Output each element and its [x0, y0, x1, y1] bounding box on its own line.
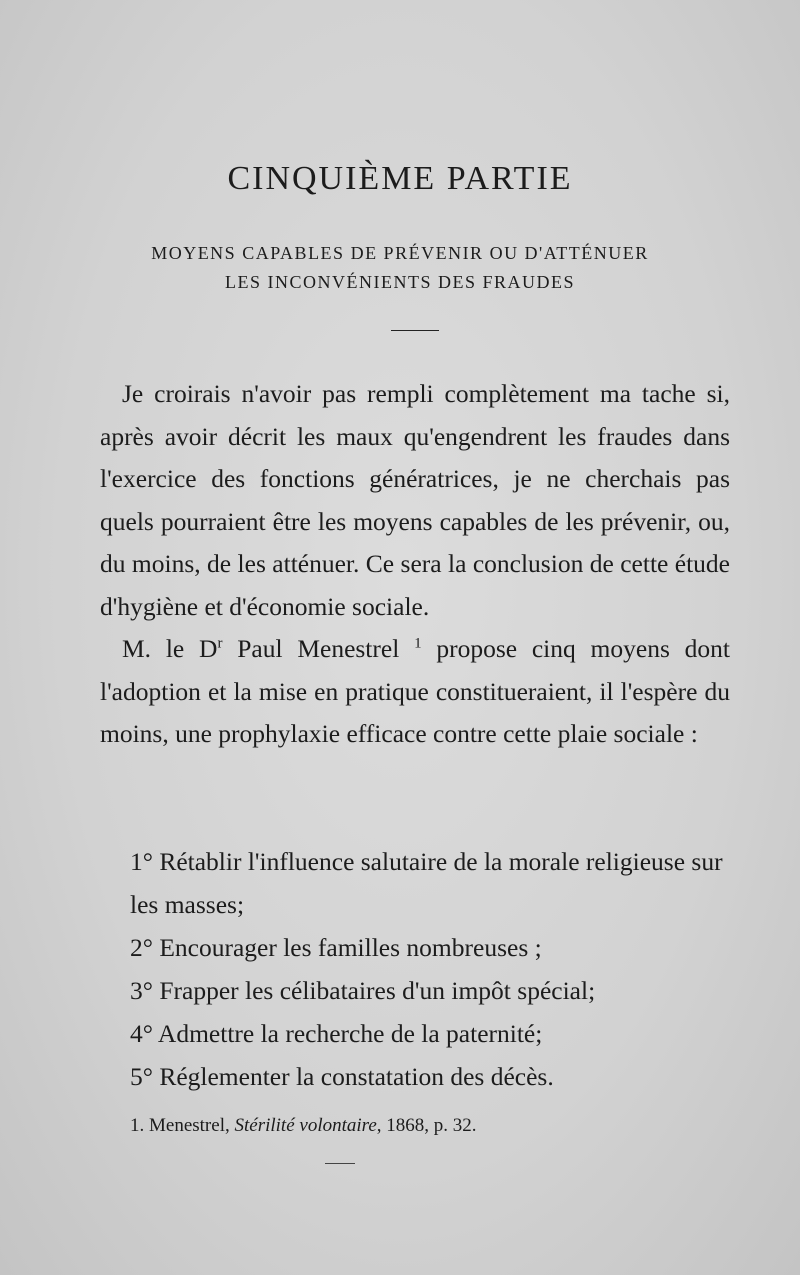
- list-item: 1° Rétablir l'influence salutaire de la morale religieuse sur les masses;: [130, 847, 723, 919]
- paragraph-menestrel: [100, 628, 730, 756]
- list-item: 4° Admettre la recherche de la paternité;: [130, 1019, 543, 1048]
- title-divider: [391, 330, 439, 331]
- doctor-abbrev-sup: r: [217, 635, 223, 652]
- page-end-mark: [325, 1163, 355, 1164]
- paragraph-start: M. le D: [122, 634, 218, 663]
- footnote-book-title: Stérilité volontaire: [234, 1115, 377, 1136]
- measures-list: [100, 840, 730, 1098]
- paragraph-rest: propose cinq moyens dont l'adoption et la mise en pratique constitueraient, il l'espère du moins, une prophylaxie efficace contre cette plaie sociale :: [100, 634, 730, 748]
- section-subtitle-line-1: MOYENS CAPABLES DE PRÉVENIR OU D'ATTÉNUER: [151, 243, 649, 263]
- footnote-prefix: 1. Menestrel,: [130, 1115, 235, 1136]
- footnote: [130, 1115, 730, 1137]
- section-subtitle-line-2: LES INCONVÉNIENTS DES FRAUDES: [224, 272, 575, 292]
- list-item: 2° Encourager les familles nombreuses ;: [130, 933, 542, 962]
- list-item: 3° Frapper les célibataires d'un impôt spécial;: [130, 976, 596, 1005]
- footnote-suffix: , 1868, p. 32.: [376, 1115, 477, 1136]
- paragraph-intro: Je croirais n'avoir pas rempli complètement ma tache si, après avoir décrit les maux qu'engendrent les fraudes dans l'exercice des fonctions génératrices, je ne cherchais pas quels pourraient être les moyens capables de les prévenir, ou, du moins, de les atténuer. Ce sera la conclusion de cette étude d'hygiène et d'économie sociale.: [100, 379, 730, 621]
- body-text: [100, 373, 730, 756]
- author-name: Paul Menestrel: [222, 634, 400, 663]
- list-item: 5° Réglementer la constatation des décès.: [130, 1062, 554, 1091]
- part-title: CINQUIÈME PARTIE: [227, 160, 573, 197]
- footnote-reference: 1: [414, 635, 422, 652]
